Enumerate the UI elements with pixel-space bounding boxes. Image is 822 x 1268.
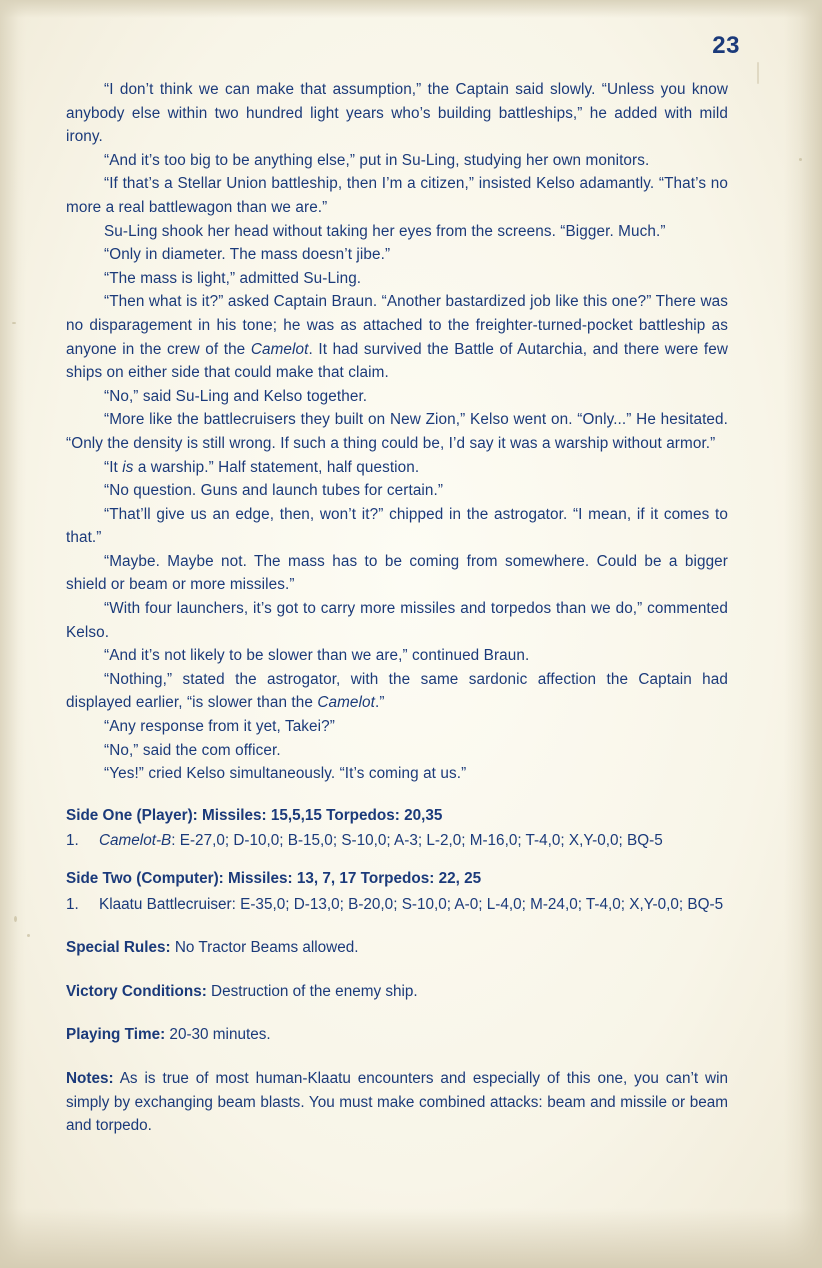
paragraph: “And it’s too big to be anything else,” put in Su-Ling, studying her own monitors. [104,151,650,169]
victory-conditions-text: Destruction of the enemy ship. [206,982,418,1000]
paragraph-text: .” [375,694,385,712]
notes-label: Notes: [66,1069,114,1087]
paragraph: “And it’s not likely to be slower than we are,” continued Braun. [104,647,530,665]
paragraph: “Yes!” cried Kelso simultaneously. “It’s coming at us.” [104,765,467,783]
special-rules-text: No Tractor Beams allowed. [170,939,359,957]
paper-speck [14,916,17,922]
paragraph: “No,” said Su-Ling and Kelso together. [104,387,368,405]
page-edge-shadow-bottom [0,1208,822,1268]
paper-crease [757,62,759,84]
ship-stats: : E-35,0; D-13,0; B-20,0; S-10,0; A-0; L-4,0; M-24,0; T-4,0; X,Y-0,0; BQ-5 [231,895,724,913]
page-content [66,78,728,1138]
paper-speck [27,934,30,937]
victory-conditions-label: Victory Conditions: [66,982,207,1000]
side-two-heading: Side Two (Computer): Missiles: 13, 7, 17 Torpedos: 22, 25 [66,870,482,887]
ship-name-camelot: Camelot [250,340,309,358]
paragraph: “Only in diameter. The mass doesn’t jibe.” [104,246,391,264]
scenario-stats [66,804,728,1138]
paper-speck [12,322,16,324]
playing-time-label: Playing Time: [66,1026,166,1044]
paragraph: Su-Ling shook her head without taking her eyes from the screens. “Bigger. Much.” [104,222,666,240]
paragraph-text: a warship.” Half statement, half question. [133,458,420,476]
paragraph: “With four launchers, it’s got to carry more missiles and torpedos than we do,” commented Kelso. [66,600,728,641]
paragraph: “No question. Guns and launch tubes for certain.” [104,482,444,500]
paragraph-text: “Then what is it?” asked Captain Braun. “Another bastardized job like this one?” There was no disparagement in his tone; he was as attached to the freighter-turned-pocket battleship as anyone in the crew of the [66,293,728,358]
side-one-heading: Side One (Player): Missiles: 15,5,15 Torpedos: 20,35 [66,806,443,824]
paragraph-text: “Nothing,” stated the astrogator, with the same sardonic affection the Captain had displayed earlier, “is slower than the [66,670,728,712]
notes-text: As is true of most human-Klaatu encounters and especially of this one, you can’t win simply by exchanging beam blasts. You must make combined attacks: beam and missile or beam and torpedo. [66,1069,728,1135]
row-body [99,829,728,853]
paragraph-text: . It had survived the Battle of Autarchia, and there were few ships on either side that could make that claim. [66,340,728,382]
paragraph: “More like the battlecruisers they built on New Zion,” Kelso went on. “Only...” He hesitated. “Only the density is still wrong. If such a thing could be, I’d say it was a warship without armor.” [66,411,728,452]
row-body [99,893,728,917]
ship-name-camelot: Camelot [317,694,375,712]
row-number: 1. [66,895,79,913]
paragraph-astrogator [66,668,728,715]
paragraph: “The mass is light,” admitted Su-Ling. [104,269,362,287]
notes [66,1067,728,1138]
side-one-ship-row [66,829,728,853]
paragraph: “No,” said the com officer. [104,741,281,759]
ship-name: Camelot-B [99,832,172,850]
paragraph-text: “It [104,458,123,476]
ship-name: Klaatu Battlecruiser [99,895,232,913]
paragraph: “That’ll give us an edge, then, won’t it?” chipped in the astrogator. “I mean, if it comes to that.” [66,505,728,547]
paragraph: “I don’t think we can make that assumption,” the Captain said slowly. “Unless you know anybody else within two hundred light years who’s building battleships,” he added with mild irony. [66,81,728,146]
paragraph: “Any response from it yet, Takei?” [104,718,335,736]
playing-time-text: 20-30 minutes. [165,1026,271,1044]
special-rules [66,936,728,960]
paragraph: “If that’s a Stellar Union battleship, then I’m a citizen,” insisted Kelso adamantly. “That’s no more a real battlewagon than we are.” [66,175,728,216]
special-rules-label: Special Rules: [66,939,171,957]
page-number: 23 [712,32,740,59]
page-edge-shadow-top [0,0,822,18]
victory-conditions [66,980,728,1004]
paragraph: “Maybe. Maybe not. The mass has to be coming from somewhere. Could be a bigger shield or beam or more missiles.” [66,552,728,594]
page-edge-shadow-right [784,0,822,1268]
paper-speck [799,158,802,161]
paragraph-warship [66,456,728,480]
page-edge-shadow-left [0,0,26,1268]
emphasis-is: is [122,458,134,476]
side-two-ship-row [66,893,728,917]
row-number: 1. [66,832,79,850]
paragraph-braun [66,290,728,384]
playing-time [66,1023,728,1047]
ship-stats: : E-27,0; D-10,0; B-15,0; S-10,0; A-3; L-2,0; M-16,0; T-4,0; X,Y-0,0; BQ-5 [171,832,663,850]
